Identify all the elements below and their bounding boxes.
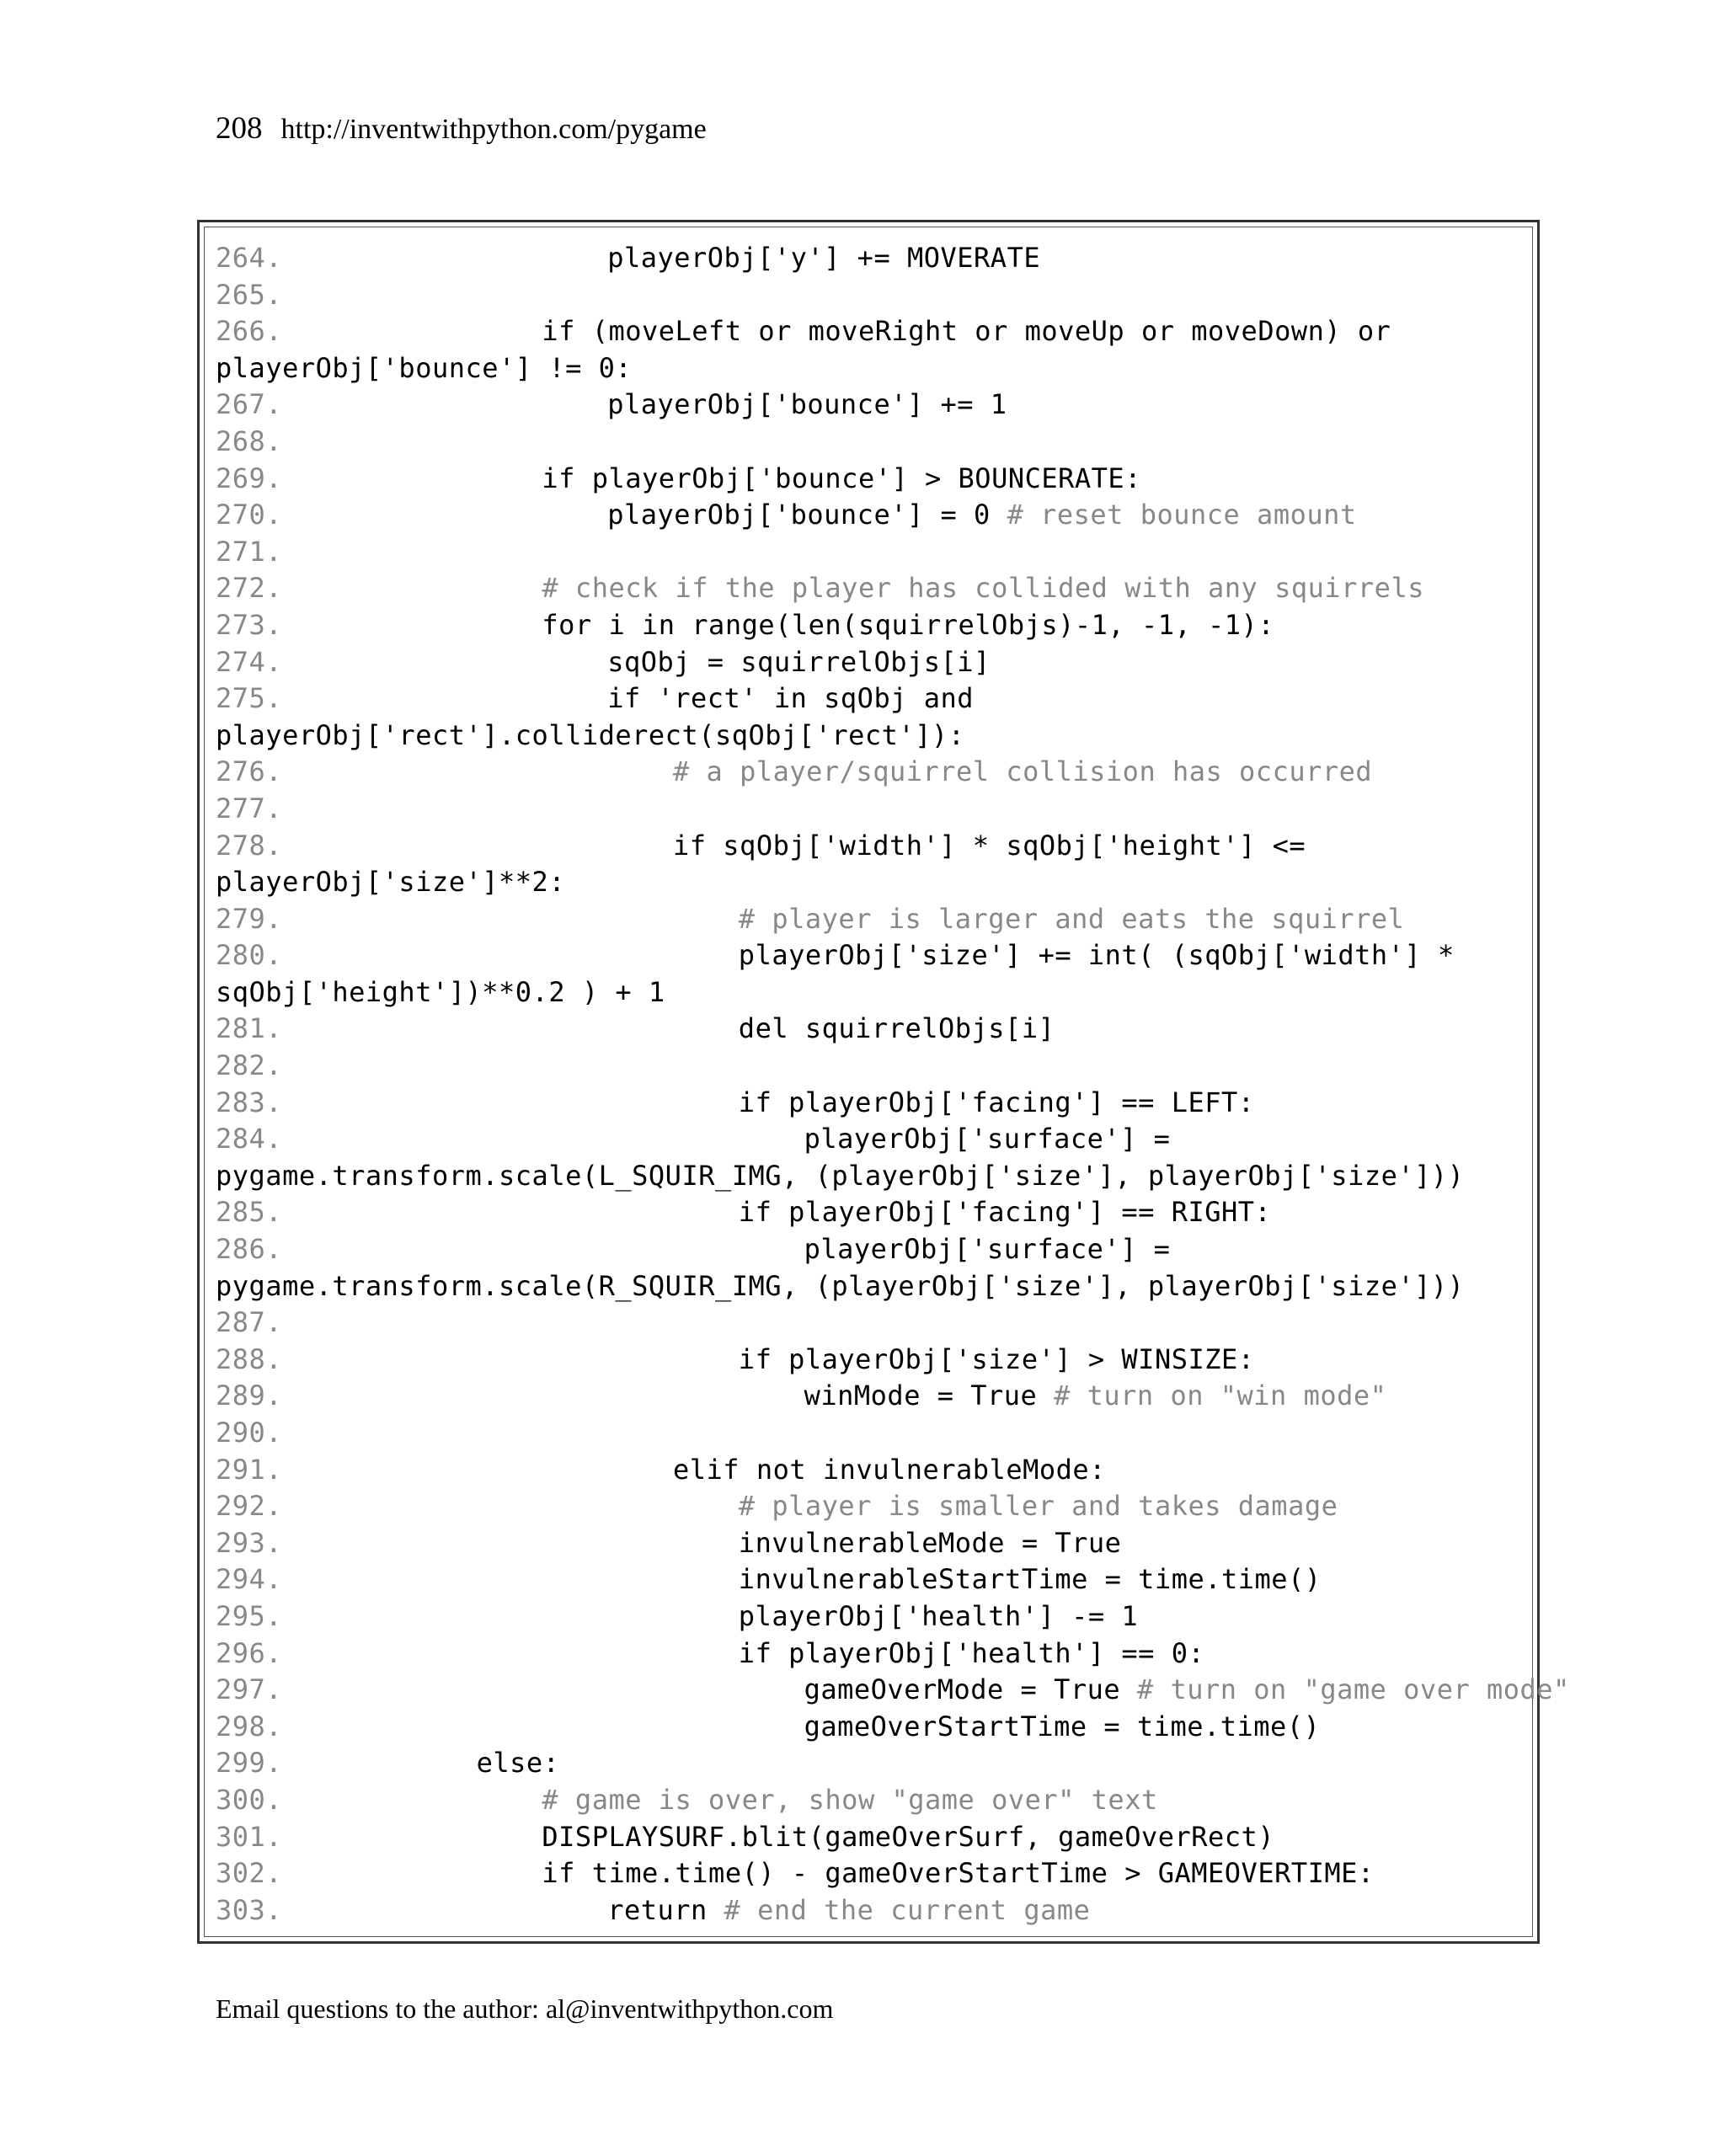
- line-number: 300.: [216, 1783, 283, 1816]
- code-comment: # a player/squirrel collision has occurred: [673, 755, 1373, 788]
- code-text: [739, 937, 1455, 974]
- line-number: 292.: [216, 1490, 283, 1523]
- line-number: 294.: [216, 1563, 283, 1596]
- line-number: 265.: [216, 278, 283, 311]
- line-number: 284.: [216, 1123, 283, 1155]
- code-text: [804, 1231, 1171, 1268]
- code-text: [739, 1636, 1204, 1673]
- code-line: [216, 461, 1530, 498]
- code-line: [216, 1121, 1530, 1158]
- code-statement: playerObj['rect'].colliderect(sqObj['rect']):: [216, 718, 965, 751]
- code-line: [216, 974, 1530, 1011]
- code-statement: winMode = True: [804, 1380, 1055, 1412]
- code-statement: invulnerableStartTime = time.time(): [738, 1563, 1322, 1596]
- code-line: [216, 1378, 1530, 1415]
- line-number: 276.: [216, 755, 283, 788]
- line-number: 280.: [216, 939, 283, 972]
- code-text: [607, 387, 1007, 424]
- code-statement: if sqObj['width'] * sqObj['height'] <=: [673, 829, 1306, 862]
- code-line: [216, 680, 1530, 718]
- code-statement: else:: [476, 1747, 560, 1780]
- code-text: [673, 828, 1306, 865]
- code-text: [542, 1782, 1157, 1819]
- code-statement: playerObj['surface'] =: [804, 1233, 1171, 1266]
- code-statement: playerObj['size'] += int( (sqObj['width'] *: [738, 939, 1455, 972]
- code-text: [542, 607, 1274, 644]
- code-line: [216, 1305, 1530, 1342]
- code-listing: [216, 240, 1570, 1929]
- line-number: 278.: [216, 829, 283, 862]
- line-number: 273.: [216, 608, 283, 641]
- code-line: [216, 754, 1530, 791]
- line-number: 283.: [216, 1086, 283, 1118]
- line-number: 282.: [216, 1049, 283, 1082]
- code-line: [216, 1745, 1530, 1782]
- code-line: [216, 791, 1530, 828]
- code-statement: playerObj['size']**2:: [216, 866, 566, 899]
- line-number: 281.: [216, 1012, 283, 1045]
- code-statement: elif not invulnerableMode:: [673, 1453, 1106, 1486]
- code-line: [216, 350, 1530, 387]
- code-text: [607, 644, 991, 681]
- code-line: [216, 424, 1530, 461]
- code-line: [216, 1488, 1530, 1525]
- code-text: [739, 1488, 1338, 1525]
- code-comment: # player is larger and eats the squirrel: [738, 902, 1405, 935]
- code-line: [216, 901, 1530, 938]
- code-line: [216, 1415, 1530, 1452]
- code-text: [804, 1709, 1321, 1746]
- line-number: 267.: [216, 388, 283, 421]
- line-number: 301.: [216, 1820, 283, 1853]
- line-number: 275.: [216, 682, 283, 715]
- code-comment: # game is over, show "game over" text: [542, 1783, 1158, 1816]
- line-number: 303.: [216, 1893, 283, 1926]
- code-line: [216, 1085, 1530, 1122]
- code-text: [216, 974, 665, 1011]
- code-line: [216, 240, 1530, 277]
- code-text: [739, 1342, 1255, 1379]
- code-statement: playerObj['bounce'] != 0:: [216, 351, 633, 384]
- header-url[interactable]: http://inventwithpython.com/pygame: [280, 114, 707, 145]
- line-number: 270.: [216, 499, 283, 531]
- code-statement: gameOverStartTime = time.time(): [804, 1710, 1321, 1742]
- code-text: [542, 570, 1424, 607]
- code-text: [216, 350, 632, 387]
- code-comment: # check if the player has collided with any squirrels: [542, 572, 1424, 605]
- line-number: 298.: [216, 1710, 283, 1742]
- code-line: [216, 1636, 1530, 1673]
- code-line: [216, 1709, 1530, 1746]
- line-number: 288.: [216, 1342, 283, 1375]
- code-statement: for i in range(len(squirrelObjs)-1, -1, -1):: [542, 608, 1275, 641]
- line-number: 290.: [216, 1417, 283, 1449]
- code-line: [216, 1231, 1530, 1268]
- code-text: [673, 754, 1372, 791]
- line-number: 299.: [216, 1747, 283, 1780]
- code-statement: if (moveLeft or moveRight or moveUp or moveDown) or: [542, 315, 1391, 348]
- code-text: [739, 1194, 1272, 1231]
- code-text: [216, 1268, 1464, 1305]
- line-number: 271.: [216, 535, 283, 568]
- code-text: [542, 461, 1141, 498]
- line-number: 296.: [216, 1636, 283, 1669]
- code-statement: gameOverMode = True: [804, 1673, 1137, 1706]
- code-text: [216, 1158, 1464, 1195]
- code-line: [216, 534, 1530, 571]
- code-statement: if time.time() - gameOverStartTime > GAMEOVERTIME:: [542, 1857, 1375, 1890]
- code-statement: if 'rect' in sqObj and: [607, 682, 975, 715]
- code-line: [216, 570, 1530, 607]
- code-text: [477, 1745, 560, 1782]
- code-statement: if playerObj['facing'] == RIGHT:: [738, 1196, 1272, 1229]
- code-text: [542, 1819, 1274, 1856]
- code-line: [216, 1598, 1530, 1636]
- line-number: 274.: [216, 645, 283, 678]
- line-number: 264.: [216, 242, 283, 274]
- code-line: [216, 313, 1530, 350]
- code-text: [607, 680, 974, 718]
- code-statement: invulnerableMode = True: [738, 1526, 1122, 1559]
- code-comment: # end the current game: [724, 1893, 1091, 1926]
- code-comment: # player is smaller and takes damage: [738, 1490, 1338, 1523]
- code-text: [739, 1598, 1138, 1636]
- code-text: [739, 1525, 1122, 1562]
- code-line: [216, 607, 1530, 644]
- code-line: [216, 1452, 1530, 1489]
- code-statement: pygame.transform.scale(L_SQUIR_IMG, (playerObj['size'], playerObj['size'])): [216, 1159, 1465, 1192]
- line-number: 279.: [216, 902, 283, 935]
- code-statement: if playerObj['facing'] == LEFT:: [738, 1086, 1255, 1118]
- code-line: [216, 497, 1530, 534]
- code-text: [542, 1855, 1374, 1892]
- code-line: [216, 1158, 1530, 1195]
- line-number: 272.: [216, 572, 283, 605]
- code-statement: if playerObj['bounce'] > BOUNCERATE:: [542, 462, 1141, 494]
- code-line: [216, 1892, 1530, 1929]
- code-statement: del squirrelObjs[i]: [738, 1012, 1055, 1045]
- code-line: [216, 1194, 1530, 1231]
- code-line: [216, 937, 1530, 974]
- page-number: 208: [216, 111, 263, 146]
- line-number: 291.: [216, 1453, 283, 1486]
- code-text: [804, 1121, 1171, 1158]
- code-line: [216, 1819, 1530, 1856]
- code-statement: playerObj['surface'] =: [804, 1123, 1171, 1155]
- line-number: 277.: [216, 792, 283, 825]
- line-number: 289.: [216, 1380, 283, 1412]
- code-text: [739, 1085, 1255, 1122]
- line-number: 268.: [216, 424, 283, 457]
- code-statement: sqObj = squirrelObjs[i]: [607, 645, 991, 678]
- code-text: [804, 1378, 1387, 1415]
- code-line: [216, 1011, 1530, 1048]
- code-statement: playerObj['health'] -= 1: [738, 1599, 1139, 1632]
- code-statement: pygame.transform.scale(R_SQUIR_IMG, (playerObj['size'], playerObj['size'])): [216, 1269, 1465, 1302]
- code-line: [216, 1268, 1530, 1305]
- code-text: [607, 1892, 1090, 1929]
- code-comment: # turn on "win mode": [1054, 1380, 1387, 1412]
- code-comment: # turn on "game over mode": [1136, 1673, 1570, 1706]
- code-text: [739, 1011, 1055, 1048]
- code-line: [216, 1561, 1530, 1598]
- code-text: [216, 864, 565, 901]
- code-text: [739, 901, 1405, 938]
- code-statement: if playerObj['size'] > WINSIZE:: [738, 1342, 1255, 1375]
- page-footer: Email questions to the author: al@inventwithpython.com: [216, 1993, 834, 2024]
- code-line: [216, 644, 1530, 681]
- code-statement: playerObj['y'] += MOVERATE: [607, 242, 1041, 274]
- line-number: 302.: [216, 1857, 283, 1890]
- code-line: [216, 277, 1530, 314]
- code-text: [739, 1561, 1322, 1598]
- code-line: [216, 864, 1530, 901]
- code-text: [607, 497, 1356, 534]
- code-statement: sqObj['height'])**0.2 ) + 1: [216, 975, 665, 1008]
- code-text: [804, 1672, 1570, 1709]
- line-number: 269.: [216, 462, 283, 494]
- code-line: [216, 387, 1530, 424]
- code-line: [216, 1525, 1530, 1562]
- line-number: 287.: [216, 1306, 283, 1339]
- code-text: [607, 240, 1040, 277]
- code-line: [216, 1855, 1530, 1892]
- code-statement: if playerObj['health'] == 0:: [738, 1636, 1205, 1669]
- code-statement: return: [607, 1893, 724, 1926]
- code-line: [216, 1048, 1530, 1085]
- code-statement: DISPLAYSURF.blit(gameOverSurf, gameOverRect): [542, 1820, 1275, 1853]
- line-number: 293.: [216, 1526, 283, 1559]
- code-text: [673, 1452, 1106, 1489]
- code-comment: # reset bounce amount: [1007, 499, 1357, 531]
- line-number: 266.: [216, 315, 283, 348]
- code-statement: playerObj['bounce'] += 1: [607, 388, 1007, 421]
- code-statement: playerObj['bounce'] = 0: [607, 499, 1007, 531]
- code-line: [216, 828, 1530, 865]
- code-line: [216, 1342, 1530, 1379]
- line-number: 286.: [216, 1233, 283, 1266]
- code-line: [216, 718, 1530, 755]
- code-line: [216, 1672, 1570, 1709]
- code-text: [542, 313, 1391, 350]
- page-header: [216, 108, 707, 150]
- code-line: [216, 1782, 1530, 1819]
- line-number: 297.: [216, 1673, 283, 1706]
- code-text: [216, 718, 964, 755]
- line-number: 285.: [216, 1196, 283, 1229]
- line-number: 295.: [216, 1599, 283, 1632]
